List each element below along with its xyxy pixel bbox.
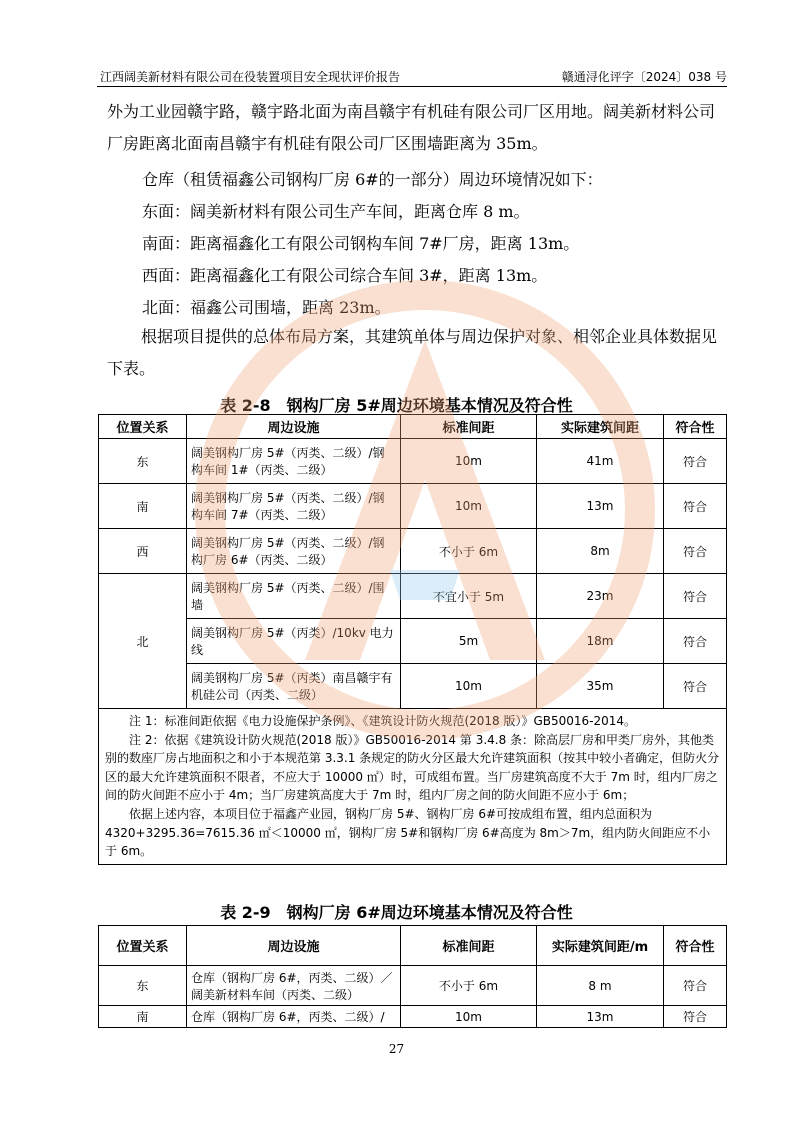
header-actual-distance: 实际建筑间距/m	[537, 926, 664, 966]
header-rule	[97, 86, 727, 87]
table-1-notes-row	[99, 709, 727, 865]
header-position: 位置关系	[99, 415, 187, 439]
cell-standard: 10m	[401, 484, 537, 529]
cell-facility: 阔美钢构厂房 5#（丙类、二级）/钢构车间 1#（丙类、二级）	[187, 439, 401, 484]
cell-actual: 35m	[537, 664, 664, 709]
header-compliance: 符合性	[664, 415, 727, 439]
cell-facility: 阔美钢构厂房 5#（丙类）/10kv 电力线	[187, 619, 401, 664]
table-1	[98, 414, 727, 865]
note-2: 注 2：依据《建筑设计防火规范(2018 版）》GB50016-2014 第 3.4.8 条：除高层厂房和甲类厂房外，其他类别的数座厂房占地面积之和小于本规范第 3.3.1 条规定的防火分区最大允许建筑面积（按其中较小者确定，但防火分区的最大允许建筑面积不限者，不应大于 10000 ㎡）时，可成组布置。当厂房建筑高度不大于 7m 时，组内厂房之间的防火间距不应小于 4m；当厂房建筑高度大于 7m 时，组内厂房之间的防火间距不应小于 6m；	[105, 732, 720, 803]
cell-standard: 5m	[401, 619, 537, 664]
direction-east: 东面：阔美新材料有限公司生产车间，距离仓库 8 m。	[142, 202, 530, 221]
header-facility: 周边设施	[187, 926, 401, 966]
cell-actual: 18m	[537, 619, 664, 664]
table-2	[98, 925, 727, 1028]
cell-compliance: 符合	[664, 439, 727, 484]
cell-standard: 不小于 6m	[401, 966, 537, 1006]
cell-compliance: 符合	[664, 619, 727, 664]
cell-actual: 23m	[537, 574, 664, 619]
header-report-number: 赣通浔化评字〔2024〕038 号	[561, 70, 727, 84]
cell-compliance: 符合	[664, 664, 727, 709]
table-row	[99, 1006, 727, 1028]
cell-facility: 仓库（钢构厂房 6#，丙类、二级）/	[187, 1006, 401, 1028]
header-actual-distance: 实际建筑间距	[537, 415, 664, 439]
page-number: 27	[388, 1042, 405, 1056]
cell-actual: 8m	[537, 529, 664, 574]
table-1-notes	[99, 709, 727, 865]
table-row	[99, 574, 727, 619]
table-row	[99, 619, 727, 664]
direction-north: 北面：福鑫公司围墙，距离 23m。	[142, 298, 391, 317]
note-1: 注 1：标准间距依据《电力设施保护条例》、《建筑设计防火规范(2018 版）》GB50016-2014。	[129, 714, 637, 728]
header-compliance: 符合性	[664, 926, 727, 966]
cell-position: 东	[99, 439, 187, 484]
table-1-caption: 表 2-8 钢构厂房 5#周边环境基本情况及符合性	[220, 396, 573, 415]
paragraph-1: 外为工业园赣宇路，赣宇路北面为南昌赣宇有机硅有限公司厂区用地。阔美新材料公司厂房距离北面南昌赣宇有机硅有限公司厂区围墙距离为 35m。	[107, 102, 716, 153]
header-position: 位置关系	[99, 926, 187, 966]
cell-facility: 阔美钢构厂房 5#（丙类、二级）/钢构车间 7#（丙类、二级）	[187, 484, 401, 529]
cell-compliance: 符合	[664, 484, 727, 529]
page-header	[97, 64, 727, 84]
cell-standard: 不宜小于 5m	[401, 574, 537, 619]
cell-facility: 阔美钢构厂房 5#（丙类、二级）/围墙	[187, 574, 401, 619]
cell-compliance: 符合	[664, 574, 727, 619]
cell-position: 西	[99, 529, 187, 574]
cell-facility: 阔美钢构厂房 5#（丙类、二级）/钢构厂房 6#（丙类、二级）	[187, 529, 401, 574]
cell-compliance: 符合	[664, 529, 727, 574]
table-row	[99, 439, 727, 484]
cell-standard: 不小于 6m	[401, 529, 537, 574]
cell-actual: 8 m	[537, 966, 664, 1006]
cell-position: 东	[99, 966, 187, 1006]
cell-actual: 13m	[537, 1006, 664, 1028]
cell-compliance: 符合	[664, 966, 727, 1006]
paragraph-2: 仓库（租赁福鑫公司钢构厂房 6#的一部分）周边环境情况如下：	[142, 170, 603, 189]
cell-actual: 41m	[537, 439, 664, 484]
cell-compliance: 符合	[664, 1006, 727, 1028]
table-1-header-row	[99, 415, 727, 439]
cell-standard: 10m	[401, 439, 537, 484]
note-3: 依据上述内容，本项目位于福鑫产业园，钢构厂房 5#、钢构厂房 6#可按成组布置，组内总面积为 4320+3295.36=7615.36 ㎡＜10000 ㎡，钢构厂房 5#和钢构厂房 6#高度为 8m＞7m，组内防火间距应不小于 6m。	[105, 806, 711, 859]
cell-facility: 仓库（钢构厂房 6#，丙类、二级）／阔美新材料车间（丙类、二级）	[187, 966, 401, 1006]
table-2-header-row	[99, 926, 727, 966]
cell-actual: 13m	[537, 484, 664, 529]
cell-position: 北	[99, 574, 187, 709]
paragraph-3: 根据项目提供的总体布局方案，其建筑单体与周边保护对象、相邻企业具体数据见下表。	[107, 327, 718, 378]
header-standard-distance: 标准间距	[401, 926, 537, 966]
table-row	[99, 529, 727, 574]
direction-south: 南面：距离福鑫化工有限公司钢构车间 7#厂房，距离 13m。	[142, 234, 580, 253]
table-2-caption: 表 2-9 钢构厂房 6#周边环境基本情况及符合性	[220, 903, 573, 922]
header-facility: 周边设施	[187, 415, 401, 439]
cell-position: 南	[99, 484, 187, 529]
table-row	[99, 664, 727, 709]
cell-standard: 10m	[401, 1006, 537, 1028]
cell-standard: 10m	[401, 664, 537, 709]
header-report-title: 江西阔美新材料有限公司在役装置项目安全现状评价报告	[100, 70, 401, 84]
table-row	[99, 484, 727, 529]
header-standard-distance: 标准间距	[401, 415, 537, 439]
direction-west: 西面：距离福鑫化工有限公司综合车间 3#，距离 13m。	[142, 266, 548, 285]
cell-position: 南	[99, 1006, 187, 1028]
table-row	[99, 966, 727, 1006]
cell-facility: 阔美钢构厂房 5#（丙类）南昌赣宇有机硅公司（丙类、二级）	[187, 664, 401, 709]
